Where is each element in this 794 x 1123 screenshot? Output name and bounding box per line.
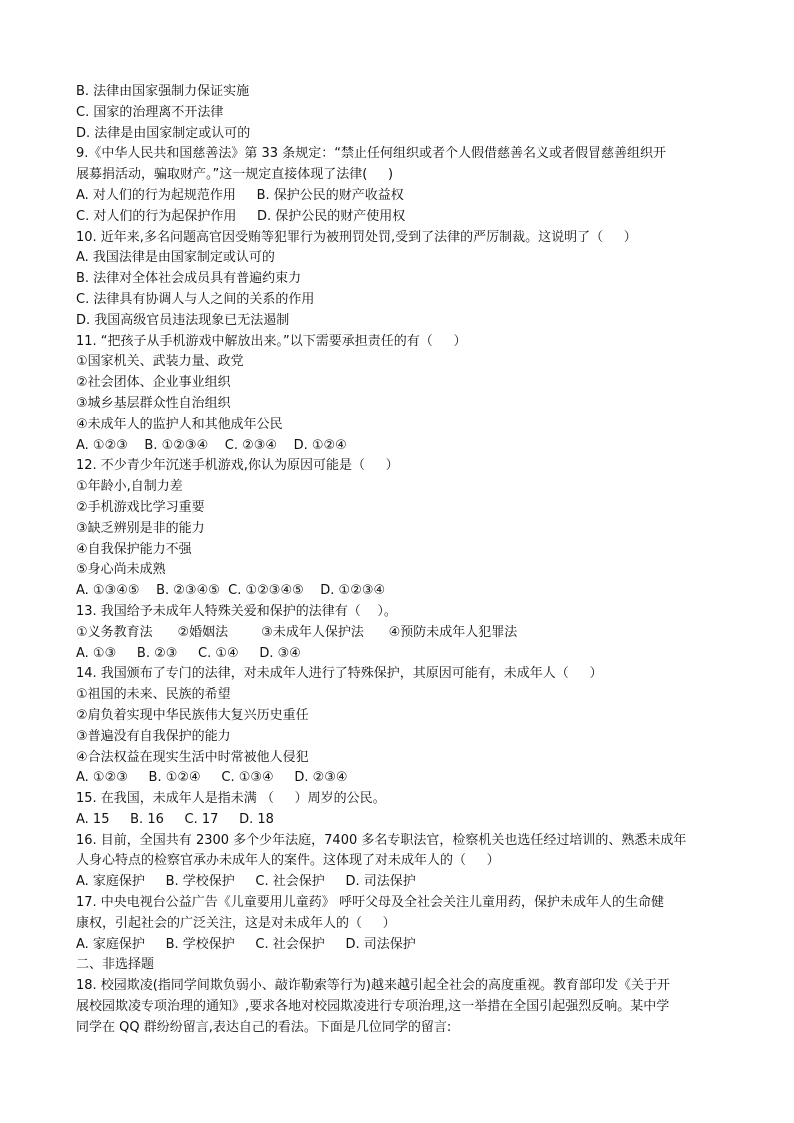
option-line: C. 国家的治理离不开法律 — [76, 104, 224, 120]
question-16-cont: 人身心特点的检察官承办未成年人的案件。这体现了对未成年人的（ ） — [76, 853, 500, 869]
options-row: A. 15 B. 16 C. 17 D. 18 — [76, 811, 274, 827]
question-9-cont: 展募捐活动，骗取财产。”这一规定直接体现了法律( ) — [76, 167, 394, 183]
options-row: A. ①②③ B. ①②③④ C. ②③④ D. ①②④ — [76, 437, 347, 453]
question-18: 18. 校园欺凌(指同学间欺负弱小、敲诈勒索等行为)越来越引起全社会的高度重视。教育部印发《关于开 — [76, 978, 670, 994]
question-18-cont: 同学在 QQ 群纷纷留言,表达自己的看法。下面是几位同学的留言: — [76, 1019, 452, 1035]
statement-item: ②社会团体、企业事业组织 — [76, 375, 231, 391]
question-18-cont: 展校园欺凌专项治理的通知》,要求各地对校园欺凌进行专项治理,这一举措在全国引起强烈反响。某中学 — [76, 999, 670, 1015]
option-line: B. 法律对全体社会成员具有普遍约束力 — [76, 271, 302, 287]
exam-page — [76, 82, 726, 1039]
statement-item: ④未成年人的监护人和其他成年公民 — [76, 416, 283, 432]
statement-item: ④合法权益在现实生活中时常被他人侵犯 — [76, 749, 309, 765]
question-12: 12. 不少青少年沉迷手机游戏,你认为原因可能是（ ） — [76, 458, 399, 474]
options-row: A. ①②③ B. ①②④ C. ①③④ D. ②③④ — [76, 770, 348, 786]
statement-item: ②手机游戏比学习重要 — [76, 499, 205, 515]
options-row: A. ①③ B. ②③ C. ①④ D. ③④ — [76, 645, 301, 661]
option-line: D. 法律是由国家制定或认可的 — [76, 125, 251, 141]
question-13: 13. 我国给予未成年人特殊关爱和保护的法律有（ ）。 — [76, 603, 397, 619]
section-heading: 二、非选择题 — [76, 957, 155, 973]
question-15: 15. 在我国，未成年人是指未满 （ ）周岁的公民。 — [76, 791, 386, 807]
statement-item: ②肩负着实现中华民族伟大复兴历史重任 — [76, 707, 309, 723]
options-row: A. 对人们的行为起规范作用 B. 保护公民的财产收益权 — [76, 187, 404, 203]
option-line: B. 法律由国家强制力保证实施 — [76, 84, 250, 99]
question-11: 11. “把孩子从手机游戏中解放出来。”以下需要承担责任的有（ ） — [76, 333, 467, 349]
options-row: A. ①③④⑤ B. ②③④⑤ C. ①②③④⑤ D. ①②③④ — [76, 583, 386, 599]
options-row: A. 家庭保护 B. 学校保护 C. 社会保护 D. 司法保护 — [76, 874, 416, 890]
options-row: A. 家庭保护 B. 学校保护 C. 社会保护 D. 司法保护 — [76, 936, 416, 952]
statement-item: ③城乡基层群众性自治组织 — [76, 395, 231, 411]
statement-item: ⑤身心尚未成熟 — [76, 562, 166, 578]
question-10: 10. 近年来,多名问题高官因受贿等犯罪行为被刑罚处罚,受到了法律的严厉制裁。这说明了（ ） — [76, 229, 637, 245]
question-17: 17. 中央电视台公益广告《儿童要用儿童药》 呼吁父母及全社会关注儿童用药，保护未成年人的生命健 — [76, 895, 664, 911]
option-line: C. 法律具有协调人与人之间的关系的作用 — [76, 291, 315, 307]
option-line: D. 我国高级官员违法现象已无法遏制 — [76, 312, 290, 328]
option-line: A. 我国法律是由国家制定或认可的 — [76, 250, 275, 266]
question-16: 16. 目前，全国共有 2300 多个少年法庭，7400 多名专职法官，检察机关也选任经过培训的、熟悉未成年 — [76, 832, 687, 848]
statement-item: ①年龄小,自制力差 — [76, 479, 183, 495]
statement-item: ③缺乏辨别是非的能力 — [76, 520, 205, 536]
question-9: 9.《中华人民共和国慈善法》第 33 条规定：“禁止任何组织或者个人假借慈善名义或者假冒慈善组织开 — [76, 146, 666, 162]
question-14: 14. 我国颁布了专门的法律，对未成年人进行了特殊保护，其原因可能有，未成年人（ ） — [76, 666, 603, 682]
statement-item: ④自我保护能力不强 — [76, 541, 192, 557]
statement-row: ①义务教育法 ②婚姻法 ③未成年人保护法 ④预防未成年人犯罪法 — [76, 624, 518, 640]
statement-item: ①祖国的未来、民族的希望 — [76, 687, 231, 703]
statement-item: ③普遍没有自我保护的能力 — [76, 728, 231, 744]
statement-item: ①国家机关、武装力量、政党 — [76, 354, 244, 370]
options-row: C. 对人们的行为起保护作用 D. 保护公民的财产使用权 — [76, 208, 406, 224]
question-17-cont: 康权，引起社会的广泛关注，这是对未成年人的（ ） — [76, 915, 396, 931]
